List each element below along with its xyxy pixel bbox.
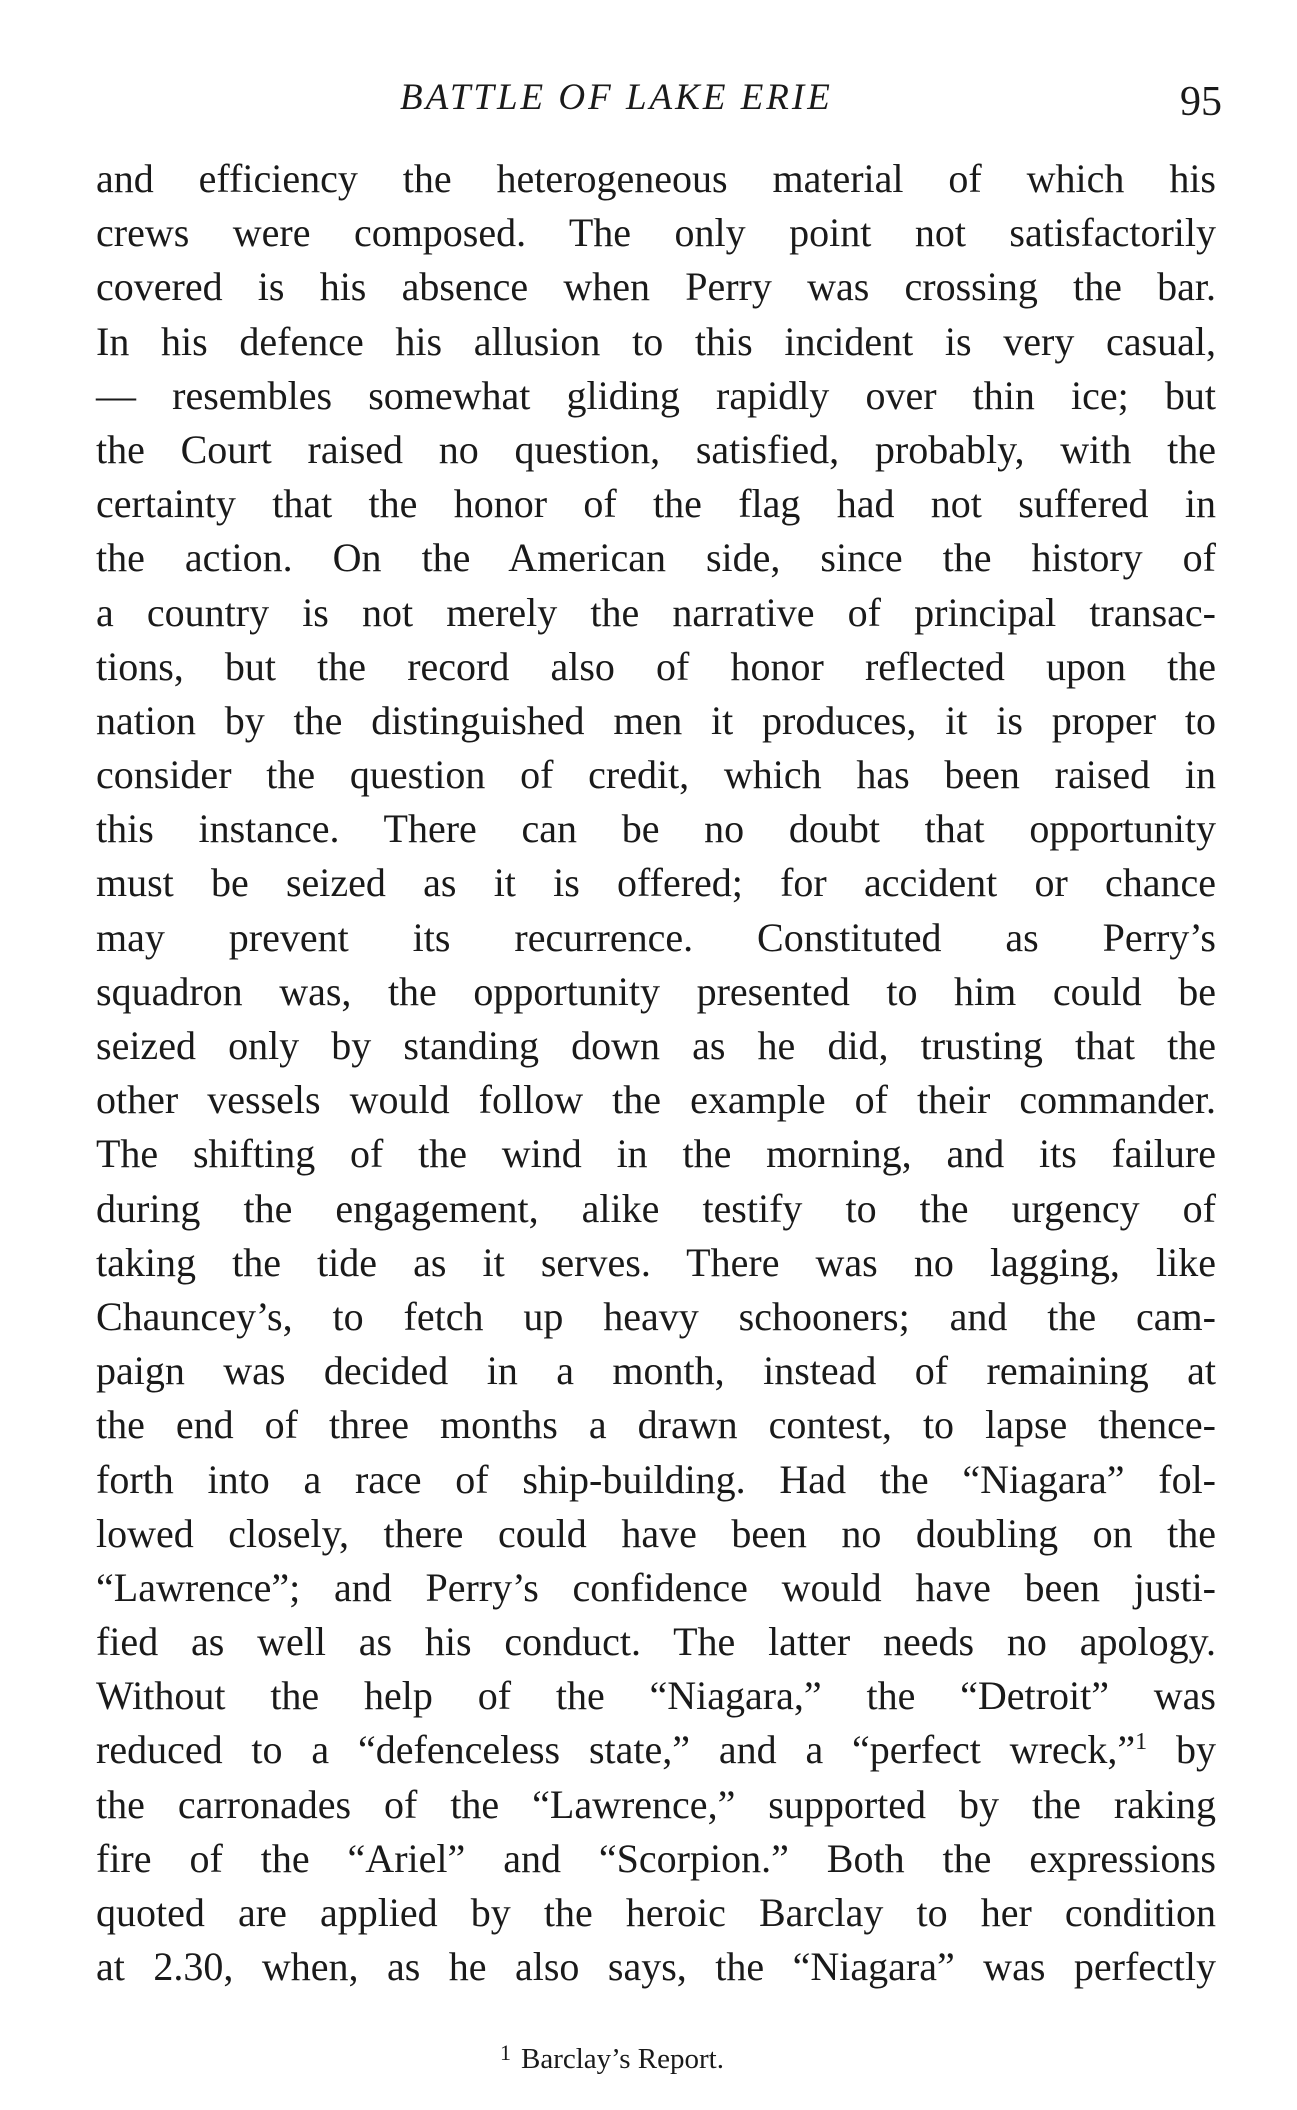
text-line: a country is not merely the narrative of principal transac- — [96, 589, 1216, 635]
footnote-reference: 1 — [1135, 1729, 1148, 1756]
text-line: the Court raised no question, satisfied, probably, with the — [96, 426, 1216, 472]
text-line: certainty that the honor of the flag had not suffered in — [96, 481, 1216, 527]
text-line: In his defence his allusion to this incident is very casual, — [96, 318, 1216, 364]
text-line: taking the tide as it serves. There was no lagging, like — [96, 1239, 1216, 1285]
text-line: fire of the “Ariel” and “Scorpion.” Both the expressions — [96, 1835, 1216, 1881]
footnote — [500, 2040, 724, 2076]
text-line-tail: by — [1147, 1727, 1217, 1773]
running-head — [0, 72, 1297, 128]
text-line: — resembles somewhat gliding rapidly over thin ice; but — [96, 372, 1216, 418]
text-line: The shifting of the wind in the morning, and its failure — [96, 1131, 1216, 1177]
text-line: quoted are applied by the heroic Barclay to her condition — [96, 1890, 1216, 1935]
text-line: nation by the distinguished men it produces, it is proper to — [96, 697, 1216, 743]
body-text — [96, 152, 1216, 1994]
text-line: must be seized as it is offered; for accident or chance — [96, 860, 1216, 906]
page-number: 95 — [1180, 79, 1222, 125]
text-line: consider the question of credit, which has been raised in — [96, 752, 1216, 798]
text-line: seized only by standing down as he did, trusting that the — [96, 1023, 1216, 1068]
text-line: this instance. There can be no doubt that opportunity — [96, 806, 1216, 852]
text-line: lowed closely, there could have been no doubling on the — [96, 1510, 1216, 1556]
text-line: squadron was, the opportunity presented to him could be — [96, 968, 1216, 1014]
text-line: the action. On the American side, since the history of — [96, 535, 1216, 581]
text-line: the carronades of the “Lawrence,” supported by the raking — [96, 1781, 1216, 1827]
footnote-text: Barclay’s Report. — [521, 2043, 724, 2075]
text-line: Without the help of the “Niagara,” the “Detroit” was — [96, 1673, 1216, 1719]
text-line: at 2.30, when, as he also says, the “Niagara” was perfectly — [96, 1944, 1216, 1990]
running-title: BATTLE OF LAKE ERIE — [400, 77, 833, 118]
text-line-with-footnote — [96, 1723, 1216, 1777]
text-line: tions, but the record also of honor reflected upon the — [96, 643, 1216, 689]
text-line: paign was decided in a month, instead of remaining at — [96, 1348, 1216, 1394]
text-line: crews were composed. The only point not satisfactorily — [96, 210, 1216, 256]
text-line: Chauncey’s, to fetch up heavy schooners; and the cam- — [96, 1293, 1216, 1339]
footnote-marker: 1 — [500, 2040, 511, 2065]
text-line: covered is his absence when Perry was crossing the bar. — [96, 264, 1216, 310]
text-line: forth into a race of ship-building. Had the “Niagara” fol- — [96, 1456, 1216, 1502]
text-line: “Lawrence”; and Perry’s confidence would have been justi- — [96, 1564, 1216, 1610]
text-line: may prevent its recurrence. Constituted as Perry’s — [96, 914, 1216, 960]
text-line-main: reduced to a “defenceless state,” and a “perfect wreck,” — [96, 1727, 1136, 1773]
text-line: the end of three months a drawn contest, to lapse thence- — [96, 1402, 1216, 1448]
text-line: during the engagement, alike testify to the urgency of — [96, 1185, 1216, 1231]
text-line: fied as well as his conduct. The latter needs no apology. — [96, 1619, 1216, 1665]
text-line: other vessels would follow the example of their commander. — [96, 1077, 1216, 1123]
text-line: and efficiency the heterogeneous material of which his — [96, 156, 1216, 201]
